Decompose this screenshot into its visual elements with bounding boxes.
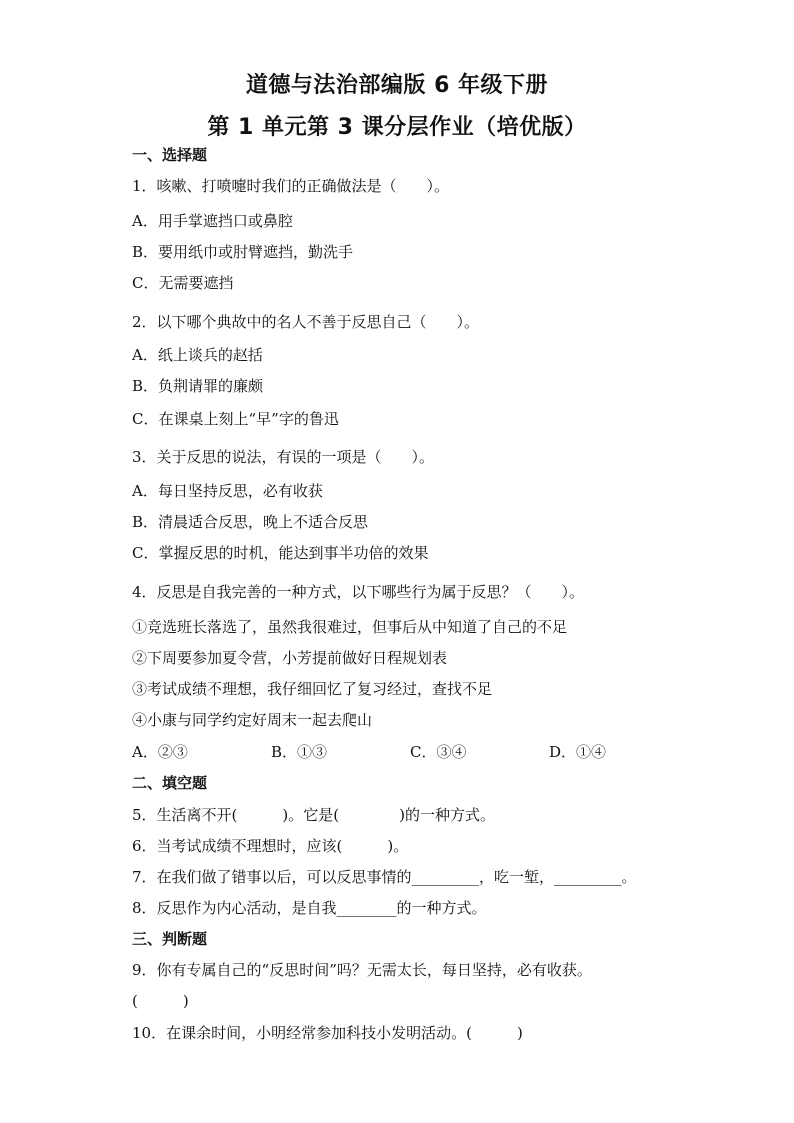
question-4-stem: 4．反思是自我完善的一种方式，以下哪些行为属于反思？（ ）。 — [132, 583, 585, 601]
question-1-stem: 1．咳嗽、打喷嚏时我们的正确做法是（ ）。 — [132, 177, 450, 195]
section-heading-choice: 一、选择题 — [132, 146, 208, 164]
question-4-option-c: C．③④ — [410, 743, 467, 761]
question-3-option-c: C．掌握反思的时机，能达到事半功倍的效果 — [132, 544, 429, 562]
question-7: 7．在我们做了错事以后，可以反思事情的_________，吃一堑，_________。 — [132, 868, 637, 886]
question-5: 5．生活离不开( )。它是( )的一种方式。 — [132, 806, 495, 824]
question-4-option-a: A．②③ — [132, 743, 188, 761]
question-4-statement-2: ②下周要参加夏令营，小芳提前做好日程规划表 — [132, 649, 448, 667]
question-2-option-b: B．负荆请罪的廉颇 — [132, 377, 264, 395]
question-1-option-c: C．无需要遮挡 — [132, 274, 234, 292]
document-title-line1: 道德与法治部编版 6 年级下册 — [245, 73, 549, 98]
question-4-statement-1: ①竞选班长落选了，虽然我很难过，但事后从中知道了自己的不足 — [132, 618, 568, 636]
question-2-option-a: A．纸上谈兵的赵括 — [132, 346, 263, 364]
question-1-option-a: A．用手掌遮挡口或鼻腔 — [132, 212, 293, 230]
section-heading-judge: 三、判断题 — [132, 930, 208, 948]
question-4-option-b: B．①③ — [271, 743, 328, 761]
question-4-option-d: D．①④ — [549, 743, 607, 761]
document-title-line2: 第 1 单元第 3 课分层作业（培优版） — [207, 115, 587, 140]
question-4-statement-3: ③考试成绩不理想，我仔细回忆了复习经过，查找不足 — [132, 680, 493, 698]
question-8: 8．反思作为内心活动，是自我________的一种方式。 — [132, 899, 487, 917]
question-1-option-b: B．要用纸巾或肘臂遮挡，勤洗手 — [132, 243, 354, 261]
question-3-stem: 3．关于反思的说法，有误的一项是（ ）。 — [132, 448, 435, 466]
question-9-answer-blank: ( ) — [132, 992, 189, 1010]
question-4-statement-4: ④小康与同学约定好周末一起去爬山 — [132, 711, 373, 729]
question-3-option-b: B．清晨适合反思，晚上不适合反思 — [132, 513, 369, 531]
question-9-line1: 9．你有专属自己的“反思时间”吗？无需太长，每日坚持，必有收获。 — [132, 961, 592, 979]
question-10: 10．在课余时间，小明经常参加科技小发明活动。( ) — [132, 1024, 523, 1042]
question-2-option-c: C．在课桌上刻上“早”字的鲁迅 — [132, 410, 339, 428]
question-3-option-a: A．每日坚持反思，必有收获 — [132, 482, 323, 500]
question-6: 6．当考试成绩不理想时，应该( )。 — [132, 837, 409, 855]
section-heading-fill: 二、填空题 — [132, 774, 208, 792]
question-2-stem: 2．以下哪个典故中的名人不善于反思自己（ ）。 — [132, 313, 480, 331]
